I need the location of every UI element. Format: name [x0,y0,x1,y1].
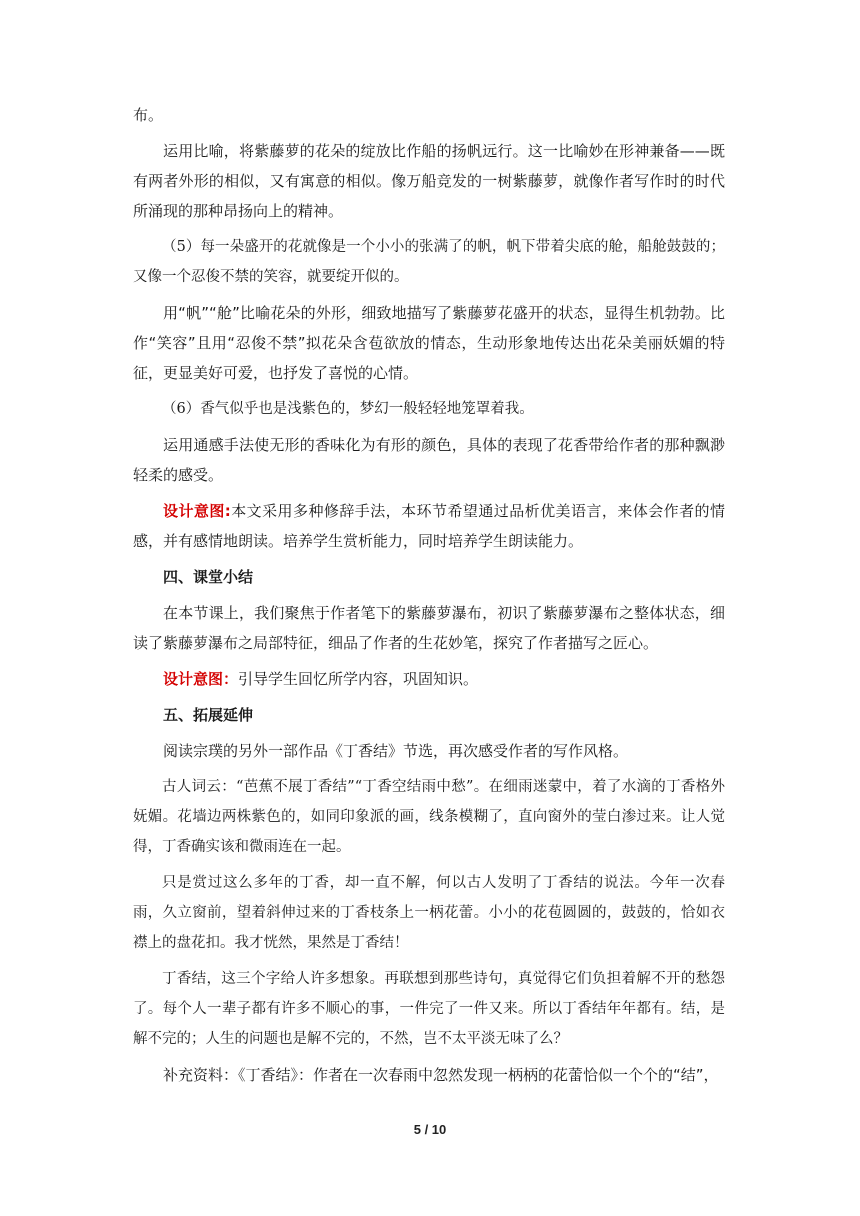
paragraph: 运用通感手法使无形的香味化为有形的颜色，具体的表现了花香带给作者的那种飘渺轻柔的感受。 [133,436,725,484]
page-content [133,100,725,1090]
quote-paragraph: （6）香气似乎也是浅紫色的，梦幻一般轻轻地笼罩着我。 [162,401,534,417]
design-intent-label: 设计意图： [163,670,239,688]
design-intent-text: 引导学生回忆所学内容，巩固知识。 [238,670,479,688]
paragraph: 在本节课上，我们聚焦于作者笔下的紫藤萝瀑布，初识了紫藤萝瀑布之整体状态，细读了紫藤萝瀑布之局部特征，细品了作者的生花妙笔，探究了作者描写之匠心。 [133,604,725,652]
design-intent-text: 本文采用多种修辞手法，本环节希望通过品析优美语言，来体会作者的情感，并有感情地朗读。培养学生赏析能力，同时培养学生朗读能力。 [133,502,725,550]
design-intent-paragraph [133,664,725,694]
design-intent-label: 设计意图: [163,502,231,520]
section-heading: 四、课堂小结 [163,568,254,586]
paragraph: 用“帆”“舱”比喻花朵的外形，细致地描写了紫藤萝花盛开的状态，显得生机勃勃。比作“笑容”且用“忍俊不禁”拟花朵含苞欲放的情态，生动形象地传达出花朵美丽妖媚的特征，更显美好可爱，也抒发了喜悦的心情。 [133,304,725,382]
quote-paragraph: 古人词云：“芭蕉不展丁香结”“丁香空结雨中愁”。在细雨迷蒙中，着了水滴的丁香格外妩媚。花墙边两株紫色的，如同印象派的画，线条模糊了，直向窗外的莹白渗过来。让人觉得，丁香确实该和微雨连在一起。 [133,779,725,855]
design-intent-paragraph [133,496,725,556]
page-number: 5 / 10 [413,1122,447,1137]
paragraph: 布。 [133,106,164,124]
paragraph: 补充资料：《丁香结》：作者在一次春雨中忽然发现一柄柄的花蕾恰似一个个的“结”， [163,1066,719,1084]
quote-paragraph: （5）每一朵盛开的花就像是一个小小的张满了的帆，帆下带着尖底的舱，船舱鼓鼓的；又像一个忍俊不禁的笑容，就要绽开似的。 [133,239,725,285]
paragraph: 阅读宗璞的另外一部作品《丁香结》节选，再次感受作者的写作风格。 [163,742,629,760]
paragraph: 运用比喻，将紫藤萝的花朵的绽放比作船的扬帆远行。这一比喻妙在形神兼备——既有两者外形的相似，又有寓意的相似。像万船竞发的一树紫藤萝，就像作者写作时的时代所涌现的那种昂扬向上的精神。 [133,142,725,220]
quote-paragraph: 丁香结，这三个字给人许多想象。再联想到那些诗句，真觉得它们负担着解不开的愁怨了。每个人一辈子都有许多不顺心的事，一件完了一件又来。所以丁香结年年都有。结，是解不完的；人生的问题也是解不完的，不然，岂不太平淡无味了么？ [133,971,725,1047]
section-heading: 五、拓展延伸 [163,706,254,724]
quote-paragraph: 只是赏过这么多年的丁香，却一直不解，何以古人发明了丁香结的说法。今年一次春雨，久立窗前，望着斜伸过来的丁香枝条上一柄花蕾。小小的花苞圆圆的，鼓鼓的，恰如衣襟上的盘花扣。我才恍然，果然是丁香结！ [133,875,725,951]
